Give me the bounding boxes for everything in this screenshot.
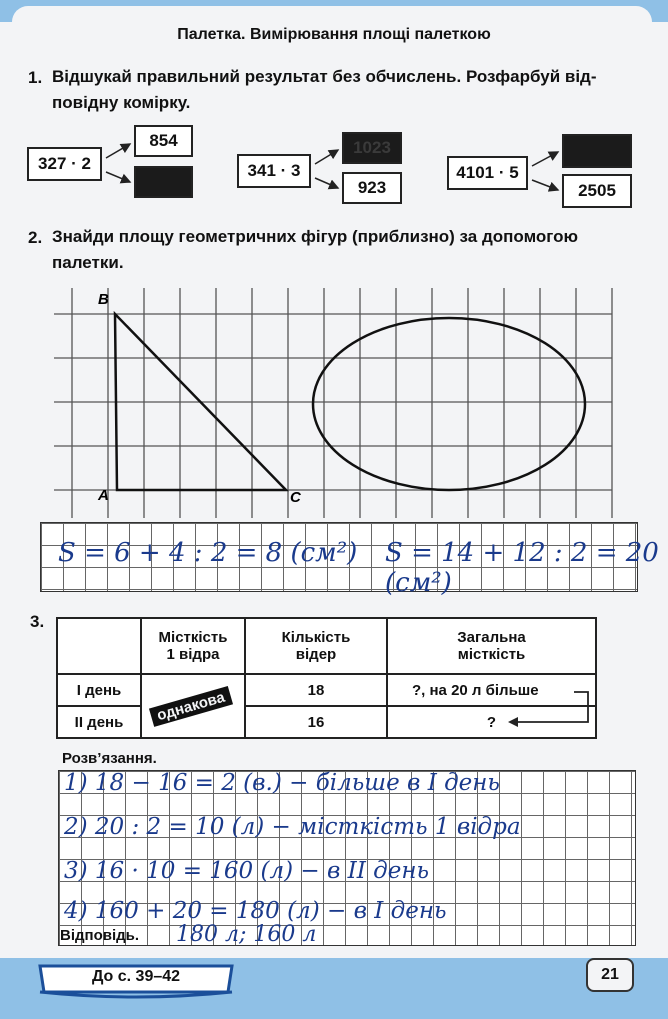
back-reference-text: До с. 39–42 <box>91 968 181 985</box>
task1-text-line1: Відшукай правильний результат без обчислень. Розфарбуй від- <box>52 67 597 86</box>
expression-box-3: 4101 · 5 <box>447 156 528 190</box>
task1-arrows <box>0 0 668 240</box>
task2-text <box>52 224 642 276</box>
solution-line-4: 4) 160 + 20 = 180 (л) − в І день <box>64 898 447 924</box>
expression-box-2: 341 · 3 <box>237 154 311 188</box>
task1-number: 1. <box>28 68 43 87</box>
row-label-day2: ІІ день <box>57 706 141 738</box>
same-capacity-cell <box>141 674 245 738</box>
task2-number: 2. <box>28 228 43 247</box>
page-number: 21 <box>586 958 634 992</box>
row-count-day2: 16 <box>245 706 387 738</box>
vertex-label-a: A <box>98 487 109 504</box>
result-box-2-bottom[interactable]: 923 <box>342 172 402 204</box>
palette-grid <box>0 270 668 520</box>
table-header-count: Кількість відер <box>245 618 387 674</box>
vertex-label-b: B <box>98 291 109 308</box>
row-count-day1: 18 <box>245 674 387 706</box>
row-label-day1: І день <box>57 674 141 706</box>
ellipse-shape <box>313 318 585 490</box>
comparison-arrow <box>500 680 600 740</box>
task2-answer-left: S = 6 + 4 : 2 = 8 (см²) <box>58 538 358 568</box>
table-header-capacity: Місткість 1 відра <box>141 618 245 674</box>
answer-label: Відповідь. <box>60 927 140 944</box>
expression-box-1: 327 · 2 <box>27 147 102 181</box>
page-title: Палетка. Вимірювання площі палеткою <box>177 26 491 43</box>
task3-number: 3. <box>30 612 45 631</box>
result-box-3-bottom[interactable]: 2505 <box>562 174 632 208</box>
same-capacity-label: однакова <box>149 686 233 727</box>
task2-text-line1: Знайди площу геометричних фігур (приблизно) за допомогою <box>52 227 579 246</box>
result-box-2-top[interactable]: 1023 <box>342 132 402 164</box>
table-header-empty <box>57 618 141 674</box>
task1-text-line2: повідну комірку. <box>52 93 191 112</box>
solution-line-1: 1) 18 − 16 = 2 (в.) − більше в І день <box>64 770 500 796</box>
back-reference-link[interactable] <box>36 962 236 996</box>
row-total-day2: ? <box>387 706 596 738</box>
row-total-day1: ?, на 20 л більше <box>387 674 596 706</box>
task2-text-line2: палетки. <box>52 253 124 272</box>
solution-label: Розв’язання. <box>62 750 157 767</box>
answer-value: 180 л; 160 л <box>176 922 317 947</box>
solution-line-3: 3) 16 · 10 = 160 (л) − в ІІ день <box>64 858 430 884</box>
vertex-label-c: C <box>290 489 301 506</box>
result-box-1-top[interactable]: 854 <box>134 125 193 157</box>
task2-answer-right: S = 14 + 12 : 2 = 20 (см²) <box>385 538 659 598</box>
table-header-total: Загальна місткість <box>387 618 596 674</box>
solution-line-2: 2) 20 : 2 = 10 (л) − місткість 1 відра <box>64 814 521 840</box>
